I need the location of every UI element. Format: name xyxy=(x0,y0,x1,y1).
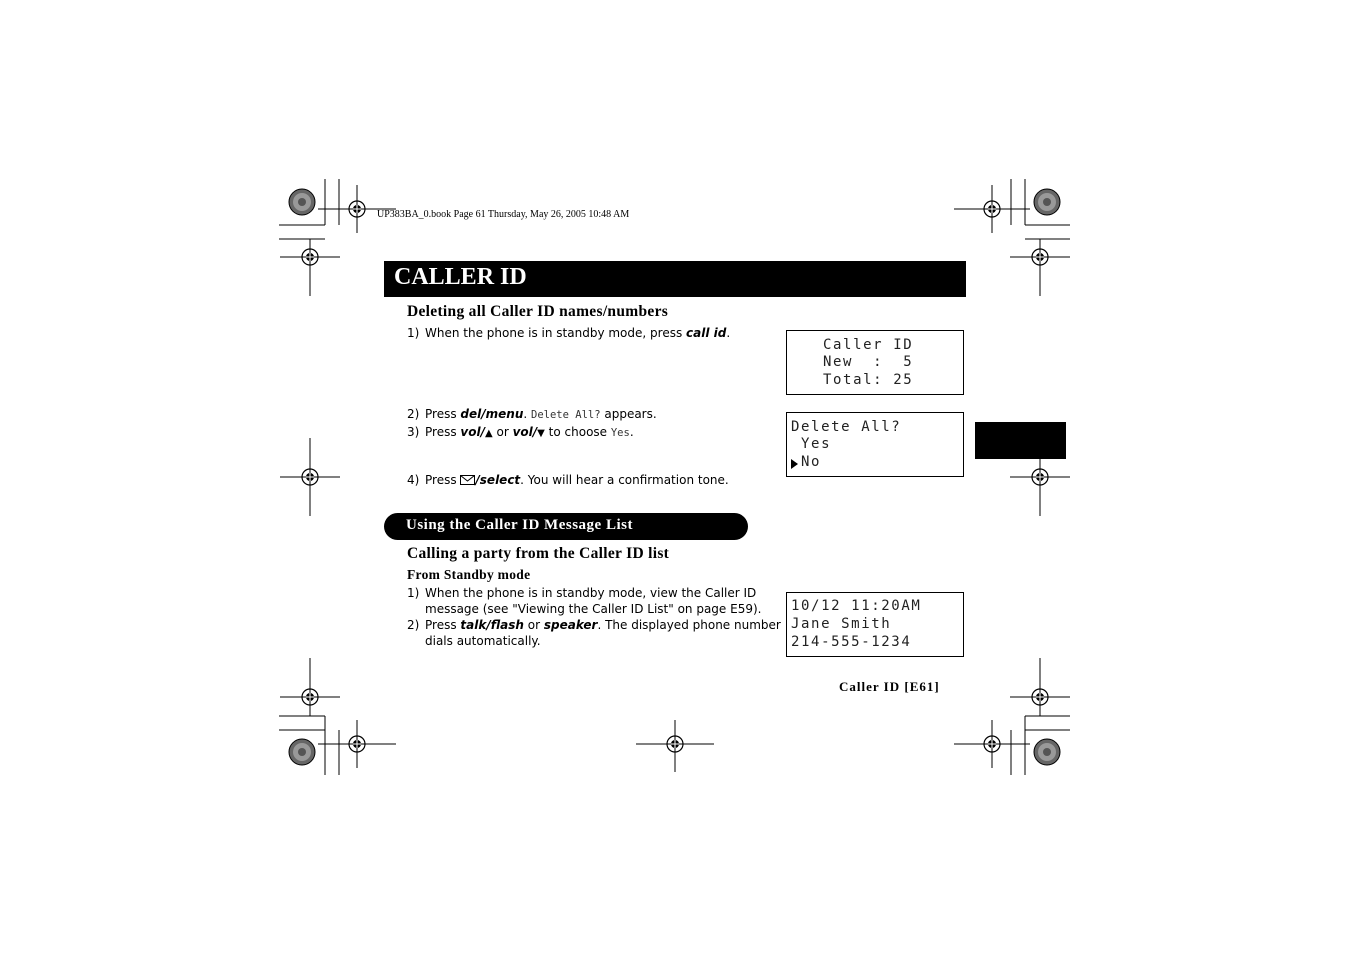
step-3: 3) Press vol/▲ or vol/▼ to choose Yes. xyxy=(407,425,634,439)
key-label: del/menu xyxy=(460,407,524,421)
key-label: speaker xyxy=(543,618,598,632)
page-title: CALLER ID xyxy=(394,264,527,290)
step-2: 2) Press del/menu. Delete All? appears. xyxy=(407,407,657,421)
cursor-arrow-icon xyxy=(791,459,798,469)
sub-heading: From Standby mode xyxy=(407,567,531,582)
key-label: talk/flash xyxy=(460,618,524,632)
side-tab xyxy=(975,422,1066,459)
key-label: vol/ xyxy=(512,425,538,439)
page-footer: Caller ID [E61] xyxy=(839,679,940,694)
starburst-target-icon xyxy=(289,189,315,215)
step-4: 4) Press /select. You will hear a confirmation tone. xyxy=(407,473,729,487)
step-1: 1) When the phone is in standby mode, view the Caller ID message (see "Viewing the Caller ID List" on page E59). xyxy=(407,586,762,616)
step-1: 1) When the phone is in standby mode, press call id. xyxy=(407,326,731,340)
page-title-bar xyxy=(384,261,966,297)
section-heading: Deleting all Caller ID names/numbers xyxy=(407,303,669,320)
lcd-display-caller-id: Caller ID New : 5 Total: 25 xyxy=(786,330,964,395)
key-label: vol/ xyxy=(460,425,485,439)
step-2: 2) Press talk/flash or speaker. The displayed phone number dials automatically. xyxy=(407,618,781,648)
starburst-target-icon xyxy=(1034,739,1060,765)
lcd-word: Delete All? xyxy=(531,409,601,421)
starburst-target-icon xyxy=(1034,189,1060,215)
lcd-word: Yes xyxy=(610,427,630,439)
lcd-display-delete-all: Delete All? Yes No xyxy=(786,412,964,477)
section-banner: Using the Caller ID Message List xyxy=(384,513,748,540)
key-label: /select xyxy=(475,473,521,487)
key-label: call id xyxy=(686,326,727,340)
starburst-target-icon xyxy=(289,739,315,765)
up-triangle-icon: ▲ xyxy=(484,428,493,439)
file-header: UP383BA_0.book Page 61 Thursday, May 26, 2005 10:48 AM xyxy=(377,209,630,220)
down-triangle-icon: ▼ xyxy=(537,428,545,439)
section-heading: Calling a party from the Caller ID list xyxy=(407,545,670,562)
envelope-icon xyxy=(460,475,475,485)
lcd-display-caller-entry: 10/12 11:20AM Jane Smith 214-555-1234 xyxy=(786,592,964,657)
